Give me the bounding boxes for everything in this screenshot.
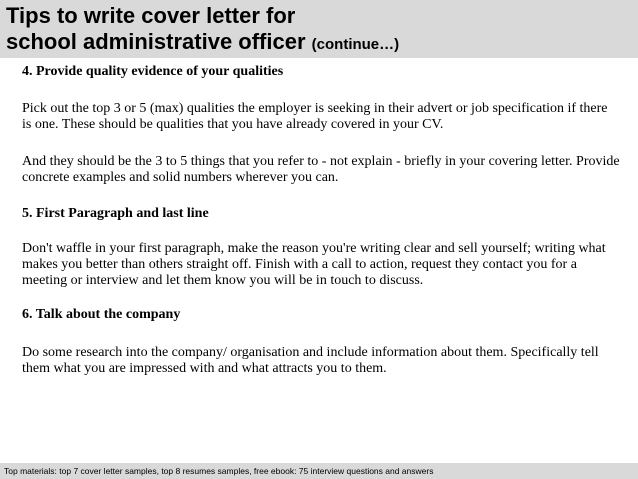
page-title — [6, 3, 399, 58]
section-5-paragraph-1: Don't waffle in your first paragraph, make the reason you're writing clear and sell yourself; writing what makes you better than others straight off. Finish with a call to action, request they contact you for a meeting or interview and let them know you will be in touch to discuss. — [22, 241, 606, 288]
title-line-1: Tips to write cover letter for — [6, 3, 296, 28]
section-4-paragraph-1: Pick out the top 3 or 5 (max) qualities the employer is seeking in their advert or job specification if there is one. These should be qualities that you have already covered in your CV. — [22, 101, 608, 132]
title-line-2: school administrative officer — [6, 29, 306, 54]
section-6-paragraph-1: Do some research into the company/ organisation and include information about them. Specifically tell them what you are impressed with and what attracts you to them. — [22, 345, 599, 376]
section-4-paragraph-2: And they should be the 3 to 5 things that you refer to - not explain - briefly in your covering letter. Provide concrete examples and solid numbers wherever you can. — [22, 154, 620, 185]
title-suffix: (continue…) — [311, 36, 400, 53]
section-heading-5: 5. First Paragraph and last line — [22, 206, 209, 221]
section-heading-6: 6. Talk about the company — [22, 307, 181, 322]
title-banner — [0, 0, 638, 58]
footer-text: Top materials: top 7 cover letter samples, top 8 resumes samples, free ebook: 75 interview questions and answers — [4, 466, 434, 476]
footer-bar — [0, 463, 638, 479]
section-heading-4: 4. Provide quality evidence of your qualities — [22, 64, 284, 79]
